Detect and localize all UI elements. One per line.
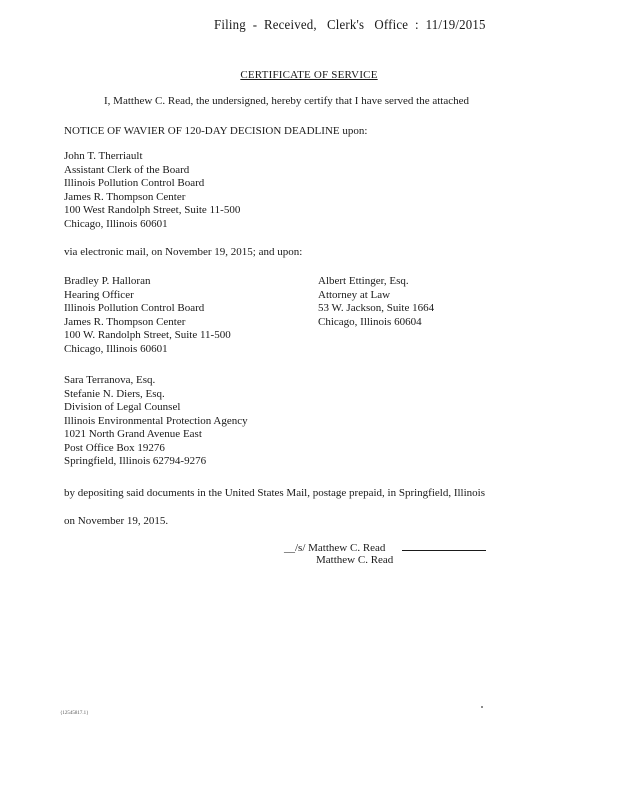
recipient-attorney-address	[318, 275, 434, 329]
document-number: {12545817.1}	[60, 711, 89, 716]
address-line: 100 West Randolph Street, Suite 11-500	[64, 204, 241, 216]
address-line: Chicago, Illinois 60604	[318, 315, 422, 328]
scan-artifact-dot	[481, 706, 483, 708]
service-date-statement: on November 19, 2015.	[64, 515, 169, 527]
signatory-name: Matthew C. Read	[316, 554, 394, 566]
recipient-clerk-address	[64, 150, 240, 231]
address-line: Division of Legal Counsel	[64, 401, 181, 413]
signature-line	[284, 540, 486, 554]
address-line: James R. Thompson Center	[64, 190, 186, 203]
address-line: Springfield, Illinois 62794-9276	[64, 455, 207, 467]
certification-statement: I, Matthew C. Read, the undersigned, hereby certify that I have served the attached	[104, 95, 469, 107]
address-line: Albert Ettinger, Esq.	[318, 275, 409, 287]
address-line: James R. Thompson Center	[64, 315, 186, 328]
address-line: Illinois Pollution Control Board	[64, 302, 205, 314]
address-line: 1021 North Grand Avenue East	[64, 428, 202, 440]
address-line: Chicago, Illinois 60601	[64, 217, 168, 230]
address-line: Attorney at Law	[318, 288, 391, 301]
address-line: Post Office Box 19276	[64, 441, 165, 454]
service-method-email: via electronic mail, on November 19, 2015; and upon:	[64, 246, 303, 258]
address-line: 100 W. Randolph Street, Suite 11-500	[64, 329, 231, 341]
document-title: CERTIFICATE OF SERVICE	[240, 69, 378, 81]
address-line: Sara Terranova, Esq.	[64, 374, 156, 386]
address-line: Stefanie N. Diers, Esq.	[64, 387, 165, 400]
address-line: 53 W. Jackson, Suite 1664	[318, 302, 435, 314]
address-line: Illinois Environmental Protection Agency	[64, 414, 248, 427]
mail-service-statement: by depositing said documents in the United States Mail, postage prepaid, in Springfield, Illinois	[64, 487, 485, 499]
address-line: Illinois Pollution Control Board	[64, 177, 205, 189]
recipient-hearing-officer-address	[64, 275, 231, 356]
electronic-signature: __/s/ Matthew C. Read	[284, 542, 386, 554]
recipient-iepa-address	[64, 374, 248, 469]
filing-stamp: Filing - Received, Clerk's Office : 11/19/2015	[214, 18, 486, 33]
address-line: Hearing Officer	[64, 288, 134, 301]
address-line: Bradley P. Halloran	[64, 275, 151, 287]
address-line: John T. Therriault	[64, 150, 143, 162]
address-line: Assistant Clerk of the Board	[64, 163, 190, 176]
signature-underline	[402, 540, 486, 551]
notice-title: NOTICE OF WAVIER OF 120-DAY DECISION DEADLINE upon:	[64, 125, 368, 137]
address-line: Chicago, Illinois 60601	[64, 342, 168, 355]
